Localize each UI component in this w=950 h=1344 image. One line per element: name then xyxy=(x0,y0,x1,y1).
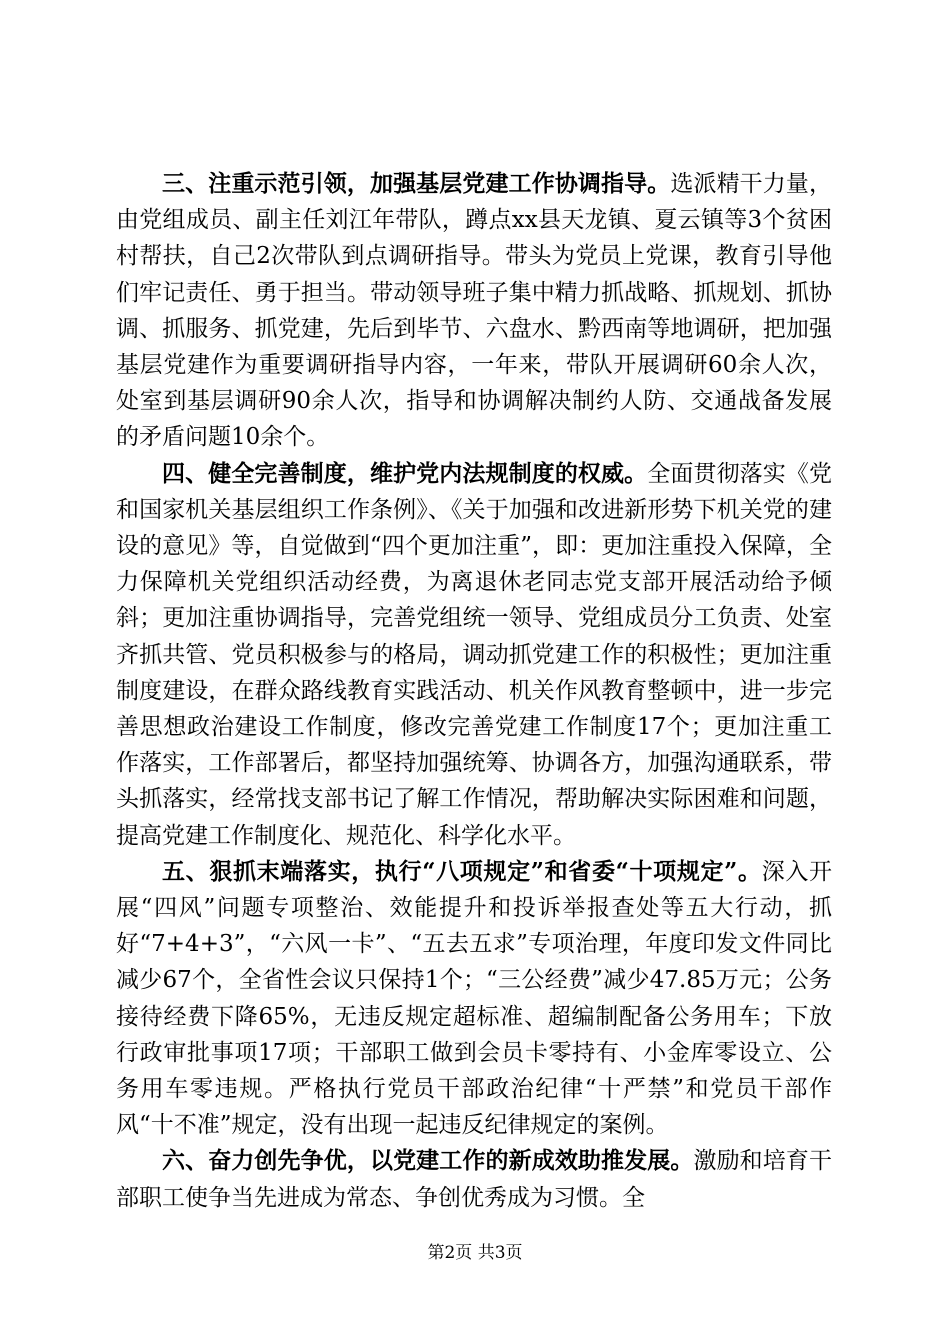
paragraph-4 xyxy=(116,456,832,854)
paragraph-heading: 五、狠抓末端落实，执行“八项规定”和省委“十项规定”。 xyxy=(162,857,762,885)
paragraph-heading: 四、健全完善制度，维护党内法规制度的权威。 xyxy=(162,459,648,487)
paragraph-text: 选派精干力量，由党组成员、副主任刘江年带队，蹲点xx县天龙镇、夏云镇等3个贫困村帮扶，自己2次带队到点调研指导。带头为党员上党课，教育引导他们牢记责任、勇于担当。带动领导班子集中精力抓战略、抓规划、抓协调、抓服务、抓党建，先后到毕节、六盘水、黔西南等地调研，把加强基层党建作为重要调研指导内容，一年来，带队开展调研60余人次，处室到基层调研90余人次，指导和协调解决制约人防、交通战备发展的矛盾问题10余个。 xyxy=(116,171,833,451)
page-number-footer: 第2页 共3页 xyxy=(427,1243,523,1263)
paragraph-6 xyxy=(116,1143,832,1215)
paragraph-3 xyxy=(116,166,832,456)
paragraph-text: 激励和培育干部职工使争当先进成为常态、争创优秀成为习惯。全 xyxy=(116,1148,833,1211)
document-body xyxy=(116,166,832,1216)
paragraph-5 xyxy=(116,854,832,1144)
paragraph-text: 深入开展“四风”问题专项整治、效能提升和投诉举报查处等五大行动，抓好“7+4+3”，“六风一卡”、“五去五求”专项治理，年度印发文件同比减少67个，全省性会议只保持1个；“三公经费”减少47.85万元；公务接待经费下降65%，无违反规定超标准、超编制配备公务用车；下放行政审批事项17项；干部职工做到会员卡零持有、小金库零设立、公务用车零违规。严格执行党员干部政治纪律“十严禁”和党员干部作风“十不准”规定，没有出现一起违反纪律规定的案例。 xyxy=(116,858,833,1139)
paragraph-heading: 六、奋力创先争优，以党建工作的新成效助推发展。 xyxy=(162,1147,694,1175)
paragraph-text: 全面贯彻落实《党和国家机关基层组织工作条例》、《关于加强和改进新形势下机关党的建设的意见》等，自觉做到“四个更加注重”，即：更加注重投入保障，全力保障机关党组织活动经费，为离退休老同志党支部开展活动给予倾斜；更加注重协调指导，完善党组统一领导、党组成员分工负责、处室齐抓共管、党员积极参与的格局，调动抓党建工作的积极性；更加注重制度建设，在群众路线教育实践活动、机关作风教育整顿中，进一步完善思想政治建设工作制度，修改完善党建工作制度17个；更加注重工作落实，工作部署后，都坚持加强统筹、协调各方，加强沟通联系，带头抓落实，经常找支部书记了解工作情况，帮助解决实际困难和问题，提高党建工作制度化、规范化、科学化水平。 xyxy=(116,460,833,849)
paragraph-heading: 三、注重示范引领，加强基层党建工作协调指导。 xyxy=(162,170,671,197)
